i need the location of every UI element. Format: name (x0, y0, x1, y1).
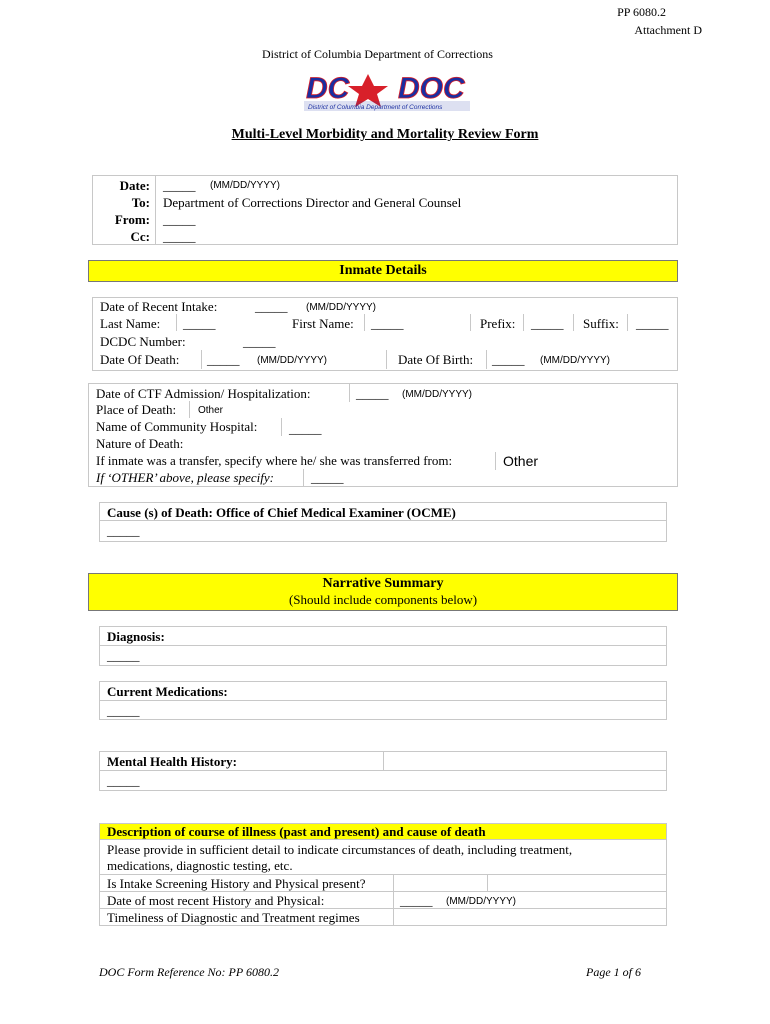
agency-name: District of Columbia Department of Corrections (262, 47, 493, 61)
cause-of-death-field[interactable]: _____ (107, 523, 140, 538)
svg-text:DOC: DOC (398, 72, 465, 105)
description-heading: Description of course of illness (past and present) and cause of death (107, 824, 486, 839)
memo-cc-field[interactable]: _____ (163, 229, 196, 244)
community-hospital-field[interactable]: _____ (289, 421, 322, 436)
intake-hint: (MM/DD/YYYY) (306, 302, 376, 313)
recent-physical-hint: (MM/DD/YYYY) (446, 896, 516, 907)
memo-date-label: Date: (119, 178, 150, 193)
suffix-field[interactable]: _____ (636, 316, 669, 331)
diagnosis-block (99, 626, 667, 666)
mental-health-label: Mental Health History: (107, 754, 237, 769)
narrative-summary-banner (88, 573, 678, 611)
inmate-details-heading: Inmate Details (339, 263, 427, 278)
date-of-birth-hint: (MM/DD/YYYY) (540, 355, 610, 366)
recent-physical-field[interactable]: _____ (400, 893, 433, 908)
memo-to-value: Department of Corrections Director and General Counsel (163, 195, 462, 210)
logo-subtitle: District of Columbia Department of Corrections (308, 104, 443, 111)
other-specify-label: If ‘OTHER’ above, please specify: (96, 470, 274, 485)
dc-doc-logo (298, 70, 478, 116)
form-title: Multi-Level Morbidity and Mortality Review Form (231, 127, 539, 142)
narrative-summary-subheading: (Should include components below) (288, 592, 478, 607)
other-specify-field[interactable]: _____ (311, 470, 344, 485)
attachment-label: Attachment D (634, 23, 702, 37)
ctf-admission-hint: (MM/DD/YYYY) (402, 389, 472, 400)
date-of-death-field[interactable]: _____ (207, 352, 240, 367)
footer-form-reference: DOC Form Reference No: PP 6080.2 (99, 965, 279, 979)
intake-screening-question: Is Intake Screening History and Physical present? (107, 876, 366, 891)
dcdc-field[interactable]: _____ (243, 334, 276, 349)
description-line-1: Please provide in sufficient detail to indicate circumstances of death, including treatment, (107, 842, 573, 857)
memo-from-field[interactable]: _____ (163, 212, 196, 227)
ctf-admission-label: Date of CTF Admission/ Hospitalization: (96, 386, 311, 401)
diagnosis-field[interactable]: _____ (107, 648, 140, 663)
transfer-select[interactable]: Other (503, 453, 539, 469)
place-of-death-label: Place of Death: (96, 402, 177, 417)
memo-from-label: From: (114, 212, 150, 227)
date-of-birth-label: Date Of Birth: (398, 352, 474, 367)
transfer-label: If inmate was a transfer, specify where he/ she was transferred from: (96, 453, 453, 468)
nature-of-death-label: Nature of Death: (96, 436, 184, 451)
date-of-birth-field[interactable]: _____ (492, 352, 525, 367)
timeliness-label: Timeliness of Diagnostic and Treatment regimes (107, 910, 360, 925)
last-name-field[interactable]: _____ (183, 316, 216, 331)
medications-field[interactable]: _____ (107, 703, 140, 718)
cause-of-death-label: Cause (s) of Death: Office of Chief Medical Examiner (OCME) (107, 505, 456, 520)
prefix-label: Prefix: (480, 316, 516, 331)
memo-date-hint: (MM/DD/YYYY) (210, 180, 280, 191)
date-of-death-label: Date Of Death: (100, 352, 180, 367)
memo-date-field[interactable]: _____ (163, 178, 196, 193)
first-name-label: First Name: (292, 316, 354, 331)
recent-physical-label: Date of most recent History and Physical: (107, 893, 325, 908)
memo-to-label: To: (131, 195, 150, 210)
dcdc-label: DCDC Number: (100, 334, 186, 349)
mental-health-field[interactable]: _____ (107, 773, 140, 788)
form-reference: PP 6080.2 (617, 5, 666, 19)
community-hospital-label: Name of Community Hospital: (96, 419, 258, 434)
page-number: Page 1 of 6 (586, 965, 641, 979)
intake-field[interactable]: _____ (255, 299, 288, 314)
description-line-2: medications, diagnostic testing, etc. (107, 858, 293, 873)
inmate-details-banner (88, 260, 678, 282)
memo-cc-label: Cc: (130, 229, 150, 244)
diagnosis-label: Diagnosis: (107, 629, 165, 644)
intake-label: Date of Recent Intake: (100, 299, 218, 314)
date-of-death-hint: (MM/DD/YYYY) (257, 355, 327, 366)
prefix-field[interactable]: _____ (531, 316, 564, 331)
ctf-admission-field[interactable]: _____ (356, 386, 389, 401)
narrative-summary-heading: Narrative Summary (322, 576, 444, 591)
place-of-death-select[interactable]: Other (198, 405, 224, 416)
suffix-label: Suffix: (583, 316, 619, 331)
first-name-field[interactable]: _____ (371, 316, 404, 331)
last-name-label: Last Name: (100, 316, 161, 331)
svg-text:DC: DC (306, 72, 350, 105)
medications-label: Current Medications: (107, 684, 228, 699)
